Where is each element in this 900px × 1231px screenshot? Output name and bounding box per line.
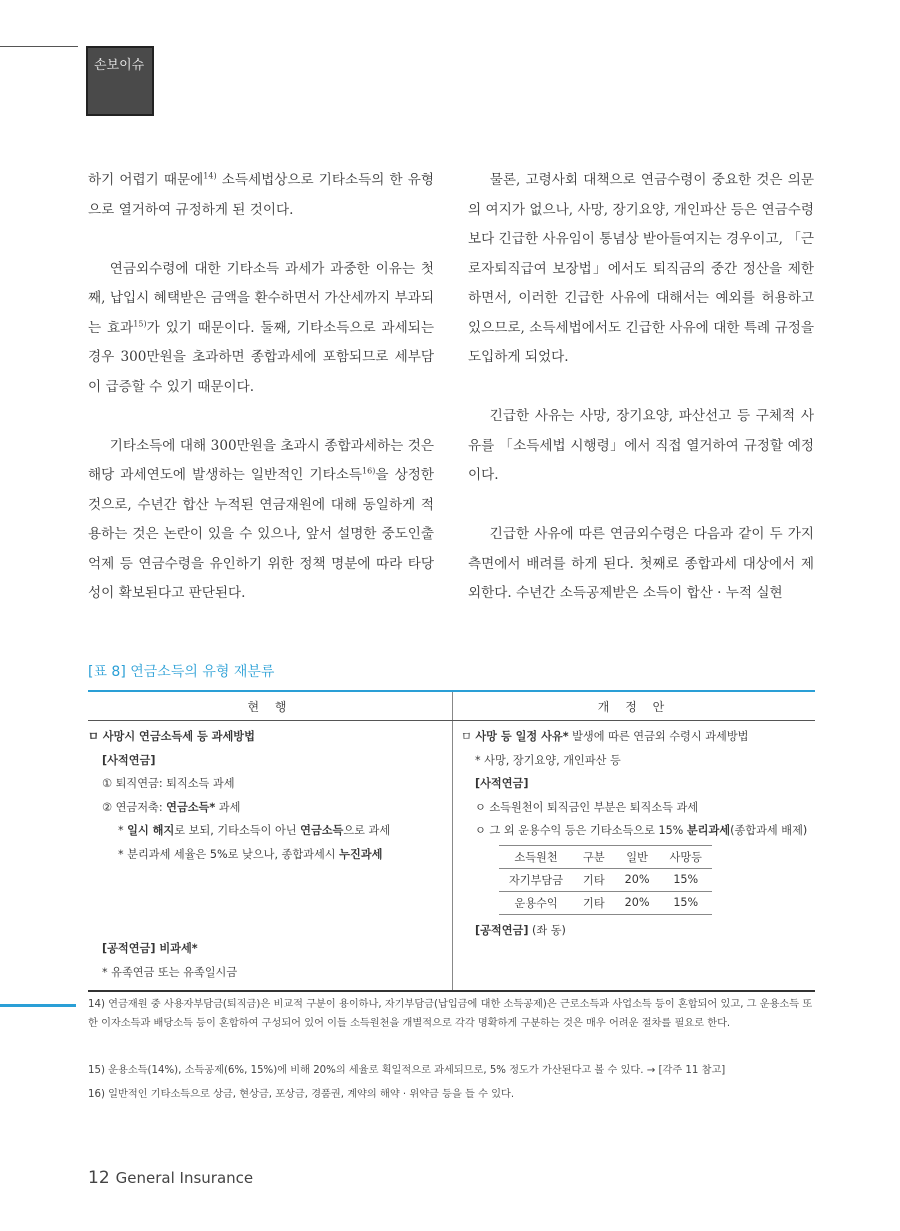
proposed-cell (453, 721, 816, 992)
left-column (88, 166, 434, 638)
current-line: * 유족연금 또는 유족일시금 (102, 965, 238, 979)
sub-table-cell: 자기부담금 (499, 868, 573, 891)
rate-sub-table (499, 845, 712, 915)
table-caption: [표 8] 연금소득의 유형 재분류 (88, 664, 275, 680)
footnote: 15) 운용소득(14%), 소득공제(6%, 15%)에 비해 20%의 세율로 획일적으로 과세되므로, 5% 정도가 가산된다고 볼 수 있다. → [각주 11 참고] (88, 1065, 726, 1076)
sub-table-cell: 20% (615, 891, 660, 914)
sub-table-header-cell: 일반 (615, 845, 660, 868)
table-row (499, 891, 712, 914)
footnote: 16) 일반적인 기타소득으로 상금, 현상금, 포상금, 경품권, 계약의 해약 · 위약금 등을 들 수 있다. (88, 1089, 515, 1100)
sub-table-cell: 20% (615, 868, 660, 891)
table-header-current: 현 행 (88, 691, 453, 721)
sub-table-header (499, 845, 712, 868)
paragraph (88, 166, 434, 225)
paragraph: 물론, 고령사회 대책으로 연금수령이 중요한 것은 의문의 여지가 없으나, 사망, 장기요양, 개인파산 등은 연금수령보다 긴급한 사유임이 통념상 받아들여지는 경우이고, 「근로자퇴직급여 보장법」에서도 퇴직금의 중간 정산을 제한하면서, 이러한 긴급한 사유에 대해서는 예외를 허용하고 있으므로, 소득세법에서도 긴급한 사유에 대한 특례 규정을 도입하게 되었다. (468, 172, 814, 365)
section-badge (86, 46, 154, 116)
current-line: ① 퇴직연금: 퇴직소득 과세 (102, 777, 235, 790)
sub-table-cell: 운용수익 (499, 891, 573, 914)
paragraph (88, 432, 434, 609)
page-footer (88, 1168, 253, 1188)
comparison-table (88, 690, 815, 992)
paragraph: 긴급한 사유는 사망, 장기요양, 파산선고 등 구체적 사유를 「소득세법 시행령」에서 직접 열거하여 규정할 예정이다. (468, 408, 814, 483)
proposed-line: ㅇ 그 외 운용수익 등은 기타소득으로 15% 분리과세(종합과세 배제) (475, 824, 808, 837)
footnote-ref: 14) (203, 171, 217, 181)
sub-table-cell: 15% (660, 891, 712, 914)
page-number: 12 (88, 1168, 110, 1188)
proposed-line: [사적연금] (475, 777, 529, 790)
footnote-ref: 16) (362, 466, 376, 476)
table-header-proposed: 개 정 안 (453, 691, 816, 721)
sub-table-header-cell: 구분 (573, 845, 615, 868)
footnote: 14) 연금재원 중 사용자부담금(퇴직금)은 비교적 구분이 용이하나, 자기부담금(납입금에 대한 소득공제)은 근로소득과 사업소득 등이 혼합되어 있고, 그 운용소득 또한 이자소득과 배당소득 등이 혼합하여 구성되어 있어 이들 소득원천을 개별적으로 각각 명확하게 구분하는 것은 매우 어려운 절차를 필요로 한다. (88, 999, 813, 1029)
text: 소득세법상으로 기타소득의 한 유형으로 열거하여 규정하게 된 것이다. (88, 172, 434, 218)
text: 기타소득에 대해 300만원을 초과시 종합과세하는 것은 해당 과세연도에 발생하는 일반적인 기타소득 (88, 437, 434, 483)
current-line: ② 연금저축: 연금소득* 과세 (102, 800, 241, 814)
current-line: [공적연금] 비과세* (102, 942, 198, 955)
footnote-ref: 15) (133, 318, 147, 328)
current-line: ㅁ 사망시 연금소득세 등 과세방법 (88, 730, 255, 743)
text: 하기 어렵기 때문에 (88, 172, 204, 188)
proposed-line: ㅇ 소득원천이 퇴직금인 부분은 퇴직소득 과세 (475, 800, 699, 814)
text: 가 있기 때문이다. 둘째, 기타소득으로 과세되는 경우 300만원을 초과하면 종합과세에 포함되므로 세부담이 급증할 수 있기 때문이다. (88, 319, 435, 395)
sub-table-header-cell: 소득원천 (499, 845, 573, 868)
sub-table-cell: 15% (660, 868, 712, 891)
footnote-accent-bar (0, 1004, 76, 1007)
current-line: [사적연금] (102, 753, 156, 767)
current-cell (88, 721, 453, 992)
text: 연금외수령에 대한 기타소득 과세가 과중한 이유는 첫째, 납입시 혜택받은 금액을 환수하면서 가산세까지 부과되는 효과 (88, 260, 434, 336)
table-row (499, 868, 712, 891)
proposed-line: * 사망, 장기요양, 개인파산 등 (475, 753, 621, 767)
proposed-line: ㅁ 사망 등 일정 사유* 발생에 따른 연금외 수령시 과세방법 (461, 730, 749, 743)
section-title: General Insurance (115, 1169, 254, 1187)
section-badge-label: 손보이슈 (94, 58, 145, 73)
sub-table-cell: 기타 (573, 891, 615, 914)
paragraph: 긴급한 사유에 따른 연금외수령은 다음과 같이 두 가지 측면에서 배려를 하게 된다. 첫째로 종합과세 대상에서 제외한다. 수년간 소득공제받은 소득이 합산 · 누적 실현 (468, 526, 814, 601)
right-column (468, 166, 814, 638)
text: 을 상정한 것으로, 수년간 합산 누적된 연금재원에 대해 동일하게 적용하는 것은 논란이 있을 수 있으나, 앞서 설명한 중도인출 억제 등 연금수령을 유인하기 위한 정책 명분에 따라 타당성이 확보된다고 판단된다. (88, 467, 434, 601)
sub-table-cell: 기타 (573, 868, 615, 891)
sub-table-header-cell: 사망등 (660, 845, 712, 868)
top-rule (0, 46, 78, 47)
current-line: * 분리과세 세율은 5%로 낮으나, 종합과세시 누진과세 (118, 847, 383, 861)
proposed-line: [공적연금] (좌 동) (475, 923, 566, 937)
spacer (88, 866, 452, 937)
current-line: * 일시 해지로 보되, 기타소득이 아닌 연금소득으로 과세 (118, 824, 391, 837)
paragraph (88, 255, 434, 403)
